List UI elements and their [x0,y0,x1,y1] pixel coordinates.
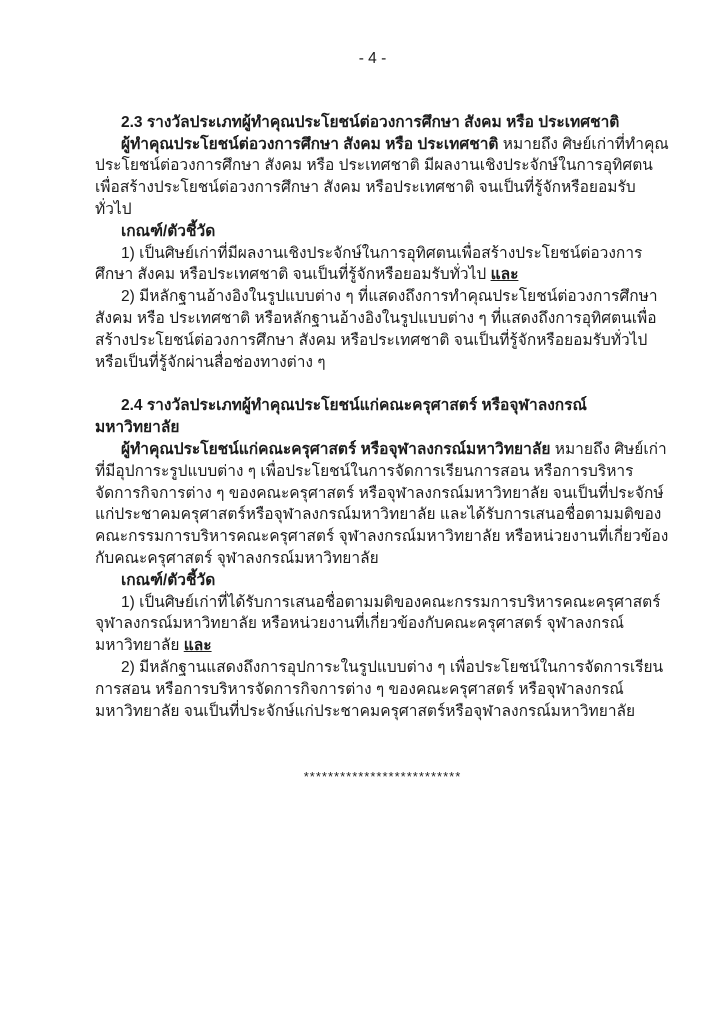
section-2-4-criteria-label: เกณฑ์/ตัวชี้วัด [121,571,216,589]
section-2-4-item-2 [95,657,670,722]
section-2-3-definition [95,134,670,221]
section-2-4-item-1-and: และ [183,637,212,655]
document-content [95,112,670,788]
section-2-4-item-2-text: 2) มีหลักฐานแสดงถึงการอุปการะในรูปแบบต่าง ๆ เพื่อประโยชน์ในการจัดการเรียนการสอน หรือการบริหารจัดการกิจการต่าง ๆ ของคณะครุศาสตร์ หรือจุฬาลงกรณ์มหาวิทยาลัย จนเป็นที่ประจักษ์แก่ประชาคมครุศาสตร์หรือจุฬาลงกรณ์มหาวิทยาลัย [95,658,664,720]
section-2-4-heading: 2.4 รางวัลประเภทผู้ทำคุณประโยชน์แก่คณะครุศาสตร์ หรือจุฬาลงกรณ์มหาวิทยาลัย [95,397,587,437]
section-2-3-definition-term: ผู้ทำคุณประโยชน์ต่อวงการศึกษา สังคม หรือ ประเทศชาติ [121,135,499,153]
section-2-3 [95,112,670,374]
section-2-4-item-1-text: 1) เป็นศิษย์เก่าที่ได้รับการเสนอชื่อตามมติของคณะกรรมการบริหารคณะครุศาสตร์ จุฬาลงกรณ์มหาวิทยาลัย หรือหน่วยงานที่เกี่ยวข้องกับคณะครุศาสตร์ จุฬาลงกรณ์มหาวิทยาลัย [95,593,661,655]
section-2-4-definition-term: ผู้ทำคุณประโยชน์แก่คณะครุศาสตร์ หรือจุฬาลงกรณ์มหาวิทยาลัย [121,440,551,458]
section-2-3-item-1-and: และ [490,266,519,284]
section-2-3-criteria-label: เกณฑ์/ตัวชี้วัด [121,222,216,240]
section-2-4-item-1 [95,592,670,657]
section-2-3-item-1-text: 1) เป็นศิษย์เก่าที่มีผลงานเชิงประจักษ์ในการอุทิศตนเพื่อสร้างประโยชน์ต่อวงการศึกษา สังคม หรือประเทศชาติ จนเป็นที่รู้จักหรือยอมรับทั่วไป [95,244,643,284]
end-separator: ************************** [303,769,462,785]
section-2-3-item-1 [95,243,670,287]
section-2-4 [95,395,670,722]
section-2-4-definition-body: หมายถึง ศิษย์เก่าที่มีอุปการะรูปแบบต่าง ๆ เพื่อประโยชน์ในการจัดการเรียนการสอน หรือการบริหารจัดการกิจการต่าง ๆ ของคณะครุศาสตร์ หรือจุฬาลงกรณ์มหาวิทยาลัย จนเป็นที่ประจักษ์แก่ประชาคมครุศาสตร์หรือจุฬาลงกรณ์มหาวิทยาลัย และได้รับการเสนอชื่อตามมติของคณะกรรมการบริหารคณะครุศาสตร์ จุฬาลงกรณ์มหาวิทยาลัย หรือหน่วยงานที่เกี่ยวข้องกับคณะครุศาสตร์ จุฬาลงกรณ์มหาวิทยาลัย [95,440,669,567]
page-number: - 4 - [358,50,387,67]
section-2-3-item-2 [95,286,670,373]
section-2-3-item-2-text: 2) มีหลักฐานอ้างอิงในรูปแบบต่าง ๆ ที่แสดงถึงการทำคุณประโยชน์ต่อวงการศึกษา สังคม หรือ ประเทศชาติ หรือหลักฐานอ้างอิงในรูปแบบต่าง ๆ ที่แสดงถึงการอุทิศตนเพื่อสร้างประโยชน์ต่อวงการศึกษา สังคม หรือประเทศชาติ จนเป็นที่รู้จักหรือยอมรับทั่วไป หรือเป็นที่รู้จักผ่านสื่อช่องทางต่าง ๆ [95,288,658,371]
section-2-4-definition [95,439,670,570]
section-2-3-heading: 2.3 รางวัลประเภทผู้ทำคุณประโยชน์ต่อวงการศึกษา สังคม หรือ ประเทศชาติ [121,113,620,131]
section-2-3-definition-body: หมายถึง ศิษย์เก่าที่ทำคุณประโยชน์ต่อวงการศึกษา สังคม หรือ ประเทศชาติ มีผลงานเชิงประจักษ์ในการอุทิศตนเพื่อสร้างประโยชน์ต่อวงการศึกษา สังคม หรือประเทศชาติ จนเป็นที่รู้จักหรือยอมรับทั่วไป [95,135,669,218]
